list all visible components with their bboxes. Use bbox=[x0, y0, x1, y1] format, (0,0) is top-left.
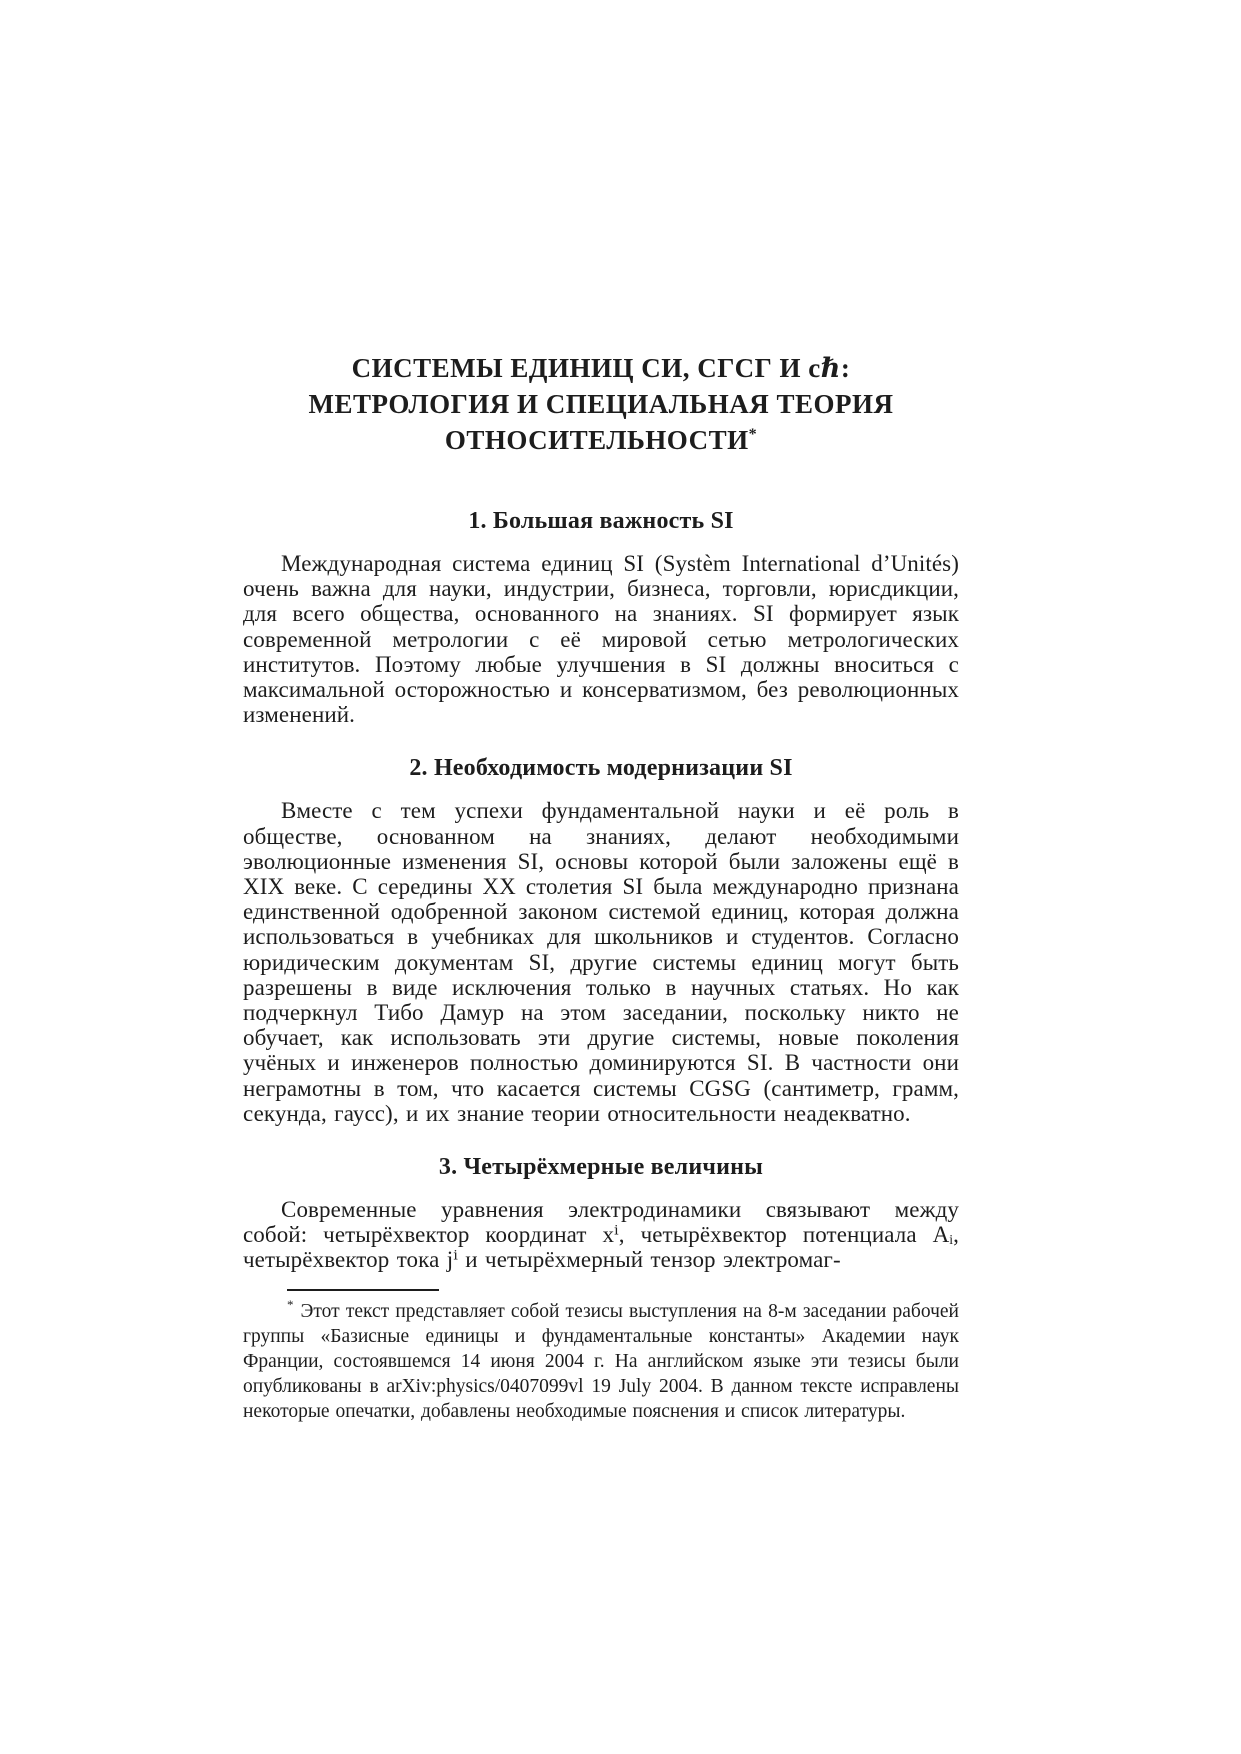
text-column bbox=[243, 350, 959, 1424]
title-footnote-marker-icon: * bbox=[748, 426, 758, 443]
section-1 bbox=[243, 506, 959, 727]
footnote-body: Этот текст представляет собой тезисы выступления на 8-м заседании рабочей группы «Базисные единицы и фундаментальные константы» Академии наук Франции, состоявшемся 14 июня 2004 г. На английском языке эти тезисы были опубликованы в arXiv:physics/0407099vl 19 July 2004. В данном тексте исправлены некоторые опечатки, добавлены необходимые пояснения и список литературы. bbox=[243, 1300, 959, 1422]
footnote bbox=[243, 1289, 959, 1424]
footnote-marker-icon: * bbox=[287, 1297, 294, 1313]
paper-title-line-3-text: ОТНОСИТЕЛЬНОСТИ bbox=[444, 425, 749, 455]
section-1-paragraph-1: Международная система единиц SI (Systèm International d’Unités) очень важна для науки, индустрии, бизнеса, торговли, юрисдикции, для всего общества, основанного на знаниях. SI формирует язык современной метрологии с её мировой сетью метрологических институтов. Поэтому любые улучшения в SI должны вноситься с максимальной осторожностью и консерватизмом, без революционных изменений. bbox=[243, 551, 959, 728]
section-3 bbox=[243, 1152, 959, 1273]
section-3-heading: 3. Четырёхмерные величины bbox=[438, 1154, 764, 1181]
section-2-heading: 2. Необходимость модернизации SI bbox=[409, 755, 793, 782]
paper-title-line-1: СИСТЕМЫ ЕДИНИЦ СИ, СГСГ И cℏ: bbox=[351, 353, 851, 383]
footnote-text bbox=[243, 1299, 959, 1424]
paper-title-line-2: МЕТРОЛОГИЯ И СПЕЦИАЛЬНАЯ ТЕОРИЯ bbox=[308, 389, 894, 419]
section-3-paragraph-1: Современные уравнения электродинамики связывают между собой: четырёхвектор координат xⁱ, четырёхвектор потенциала Aᵢ, четырёхвектор тока jⁱ и четырёхмерный тензор электромаг- bbox=[243, 1197, 959, 1273]
paper-title-line-3 bbox=[243, 422, 959, 458]
section-2 bbox=[243, 753, 959, 1126]
paper-title bbox=[243, 350, 959, 458]
footnote-divider bbox=[287, 1289, 439, 1291]
section-1-heading: 1. Большая важность SI bbox=[468, 508, 734, 534]
section-2-paragraph-1: Вместе с тем успехи фундаментальной науки и её роль в обществе, основанном на знаниях, делают необходимыми эволюционные изменения SI, основы которой были заложены ещё в XIX веке. С середины XX столетия SI была международно признана единственной одобренной законом системой единиц, которая должна использоваться в учебниках для школьников и студентов. Согласно юридическим документам SI, другие системы единиц могут быть разрешены в виде исключения только в научных статьях. Но как подчеркнул Тибо Дамур на этом заседании, поскольку никто не обучает, как использовать эти другие системы, новые поколения учёных и инженеров полностью доминируются SI. В частности они неграмотны в том, что касается системы CGSG (сантиметр, грамм, секунда, гаусс), и их знание теории относительности неадекватно. bbox=[243, 798, 959, 1126]
